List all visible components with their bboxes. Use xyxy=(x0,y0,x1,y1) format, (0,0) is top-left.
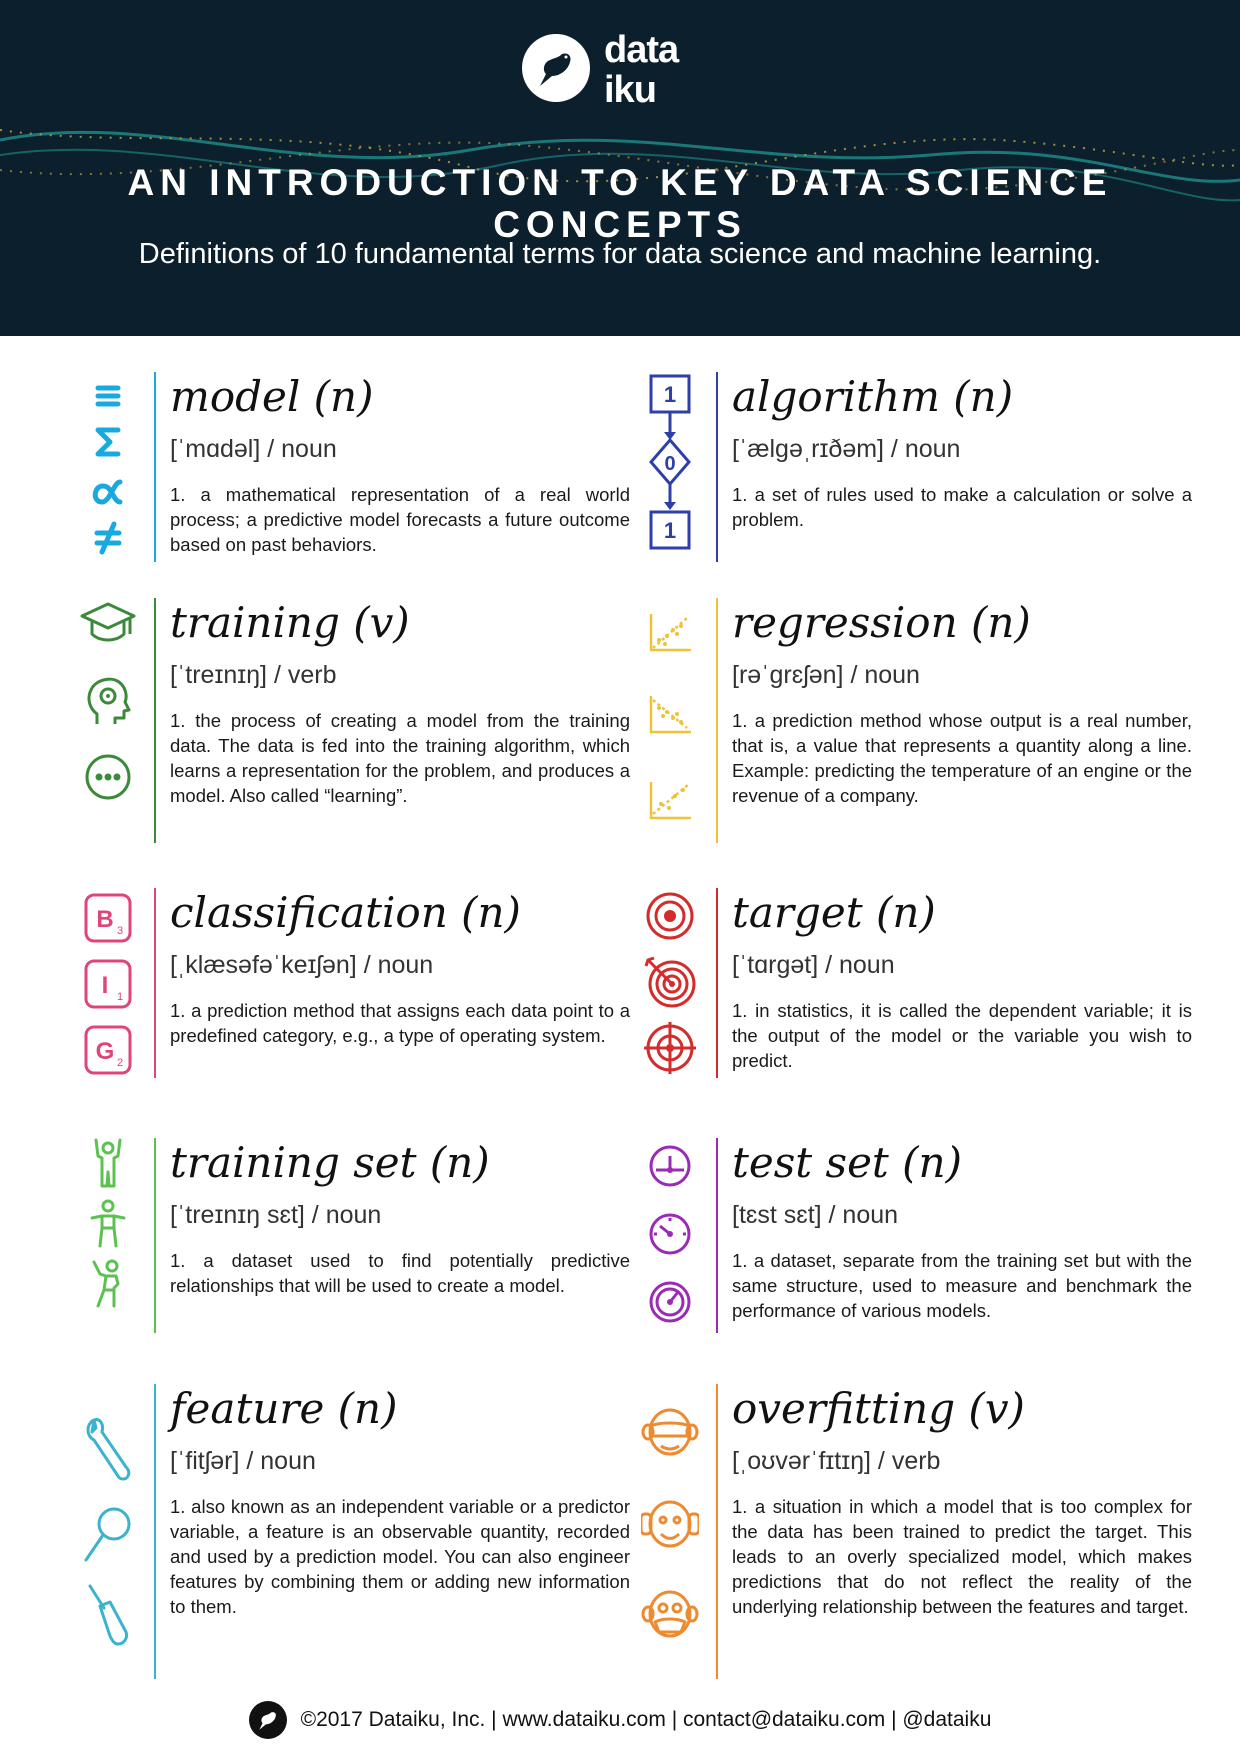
flowchart-icon xyxy=(632,372,708,552)
training-set-pronunciation: [ˈtreɪnɪŋ sɛt] / noun xyxy=(170,1201,382,1229)
test-set-term: test set (n) xyxy=(732,1138,962,1187)
gauge-mid-icon xyxy=(632,1210,708,1258)
test-set-content xyxy=(732,1138,1192,1323)
footer-bird-logo-icon xyxy=(249,1701,287,1739)
letter-tile-i-icon xyxy=(70,958,146,1010)
model-content xyxy=(170,372,630,557)
gauge-high-icon xyxy=(632,1278,708,1326)
scatter-plot-up-icon xyxy=(632,610,708,656)
figure-standing-icon xyxy=(70,1198,146,1250)
crosshair-icon xyxy=(632,1020,708,1076)
overfitting-term: overfitting (v) xyxy=(732,1384,1025,1433)
flow-label-1: 1 xyxy=(663,382,677,407)
speak-no-evil-monkey-icon xyxy=(632,1586,708,1642)
entry-model xyxy=(70,372,630,562)
magnifying-glass-icon xyxy=(70,1504,146,1568)
svg-text:3: 3 xyxy=(116,925,124,937)
alpha-icon xyxy=(70,472,146,512)
training-term: training (v) xyxy=(170,598,410,647)
training-set-definition: 1. a dataset used to find potentially predictive relationships that will be used to create a model. xyxy=(170,1250,630,1296)
training-definition: 1. the process of creating a model from the training data. The data is fed into the training algorithm, which learns a representation for the problem, and produces a model. Also called “learning”. xyxy=(170,710,630,806)
test-set-divider xyxy=(716,1138,718,1333)
page-subtitle: Definitions of 10 fundamental terms for data science and machine learning. xyxy=(138,238,1102,270)
graduation-cap-icon xyxy=(70,598,146,648)
equals-icon xyxy=(70,376,146,416)
algorithm-term: algorithm (n) xyxy=(732,372,1014,421)
figure-lifting-icon xyxy=(70,1258,146,1310)
target-pronunciation: [ˈtɑrgət] / noun xyxy=(732,951,895,979)
training-content xyxy=(170,598,630,808)
sigma-icon xyxy=(70,422,146,462)
regression-pronunciation: [rəˈgrɛʃən] / noun xyxy=(732,661,920,689)
svg-text:B: B xyxy=(96,906,114,933)
overfitting-divider xyxy=(716,1384,718,1679)
see-no-evil-monkey-icon xyxy=(632,1404,708,1460)
regression-content xyxy=(732,598,1192,808)
overfitting-content xyxy=(732,1384,1192,1619)
model-definition: 1. a mathematical representation of a real world process; a predictive model forecasts a future outcome based on past behaviors. xyxy=(170,484,630,555)
entry-target xyxy=(632,888,1192,1078)
test-set-definition: 1. a dataset, separate from the training set but with the same structure, used to measure and benchmark the performance of various models. xyxy=(732,1250,1192,1321)
footer-text: ©2017 Dataiku, Inc. | www.dataiku.com | contact@dataiku.com | @dataiku xyxy=(300,1708,992,1731)
svg-text:1: 1 xyxy=(116,991,124,1003)
svg-text:2: 2 xyxy=(116,1057,124,1069)
target-divider xyxy=(716,888,718,1078)
flow-label-2: 0 xyxy=(664,453,676,475)
dataiku-logo xyxy=(522,29,682,112)
flow-label-3: 1 xyxy=(663,518,677,543)
wrench-icon xyxy=(70,1414,146,1484)
feature-divider xyxy=(154,1384,156,1679)
algorithm-content xyxy=(732,372,1192,532)
not-equal-icon xyxy=(70,518,146,558)
regression-definition: 1. a prediction method whose output is a real number, that is, a value that represents a quantity along a line. Example: predicting the temperature of an engine or the revenue of a company. xyxy=(732,710,1192,806)
algorithm-definition: 1. a set of rules used to make a calculation or solve a problem. xyxy=(732,484,1192,530)
entry-test-set xyxy=(632,1138,1192,1333)
classification-definition: 1. a prediction method that assigns each data point to a predefined category, e.g., a type of operating system. xyxy=(170,1000,630,1046)
classification-term: classification (n) xyxy=(170,888,521,937)
entry-classification xyxy=(70,888,630,1078)
head-gear-icon xyxy=(70,674,146,728)
model-divider xyxy=(154,372,156,562)
algorithm-pronunciation: [ˈælgəˌrɪðəm] / noun xyxy=(732,435,961,463)
entry-overfitting xyxy=(632,1384,1192,1679)
regression-term: regression (n) xyxy=(732,598,1031,647)
screwdriver-icon xyxy=(70,1580,146,1652)
classification-content xyxy=(170,888,630,1048)
bird-logo-icon xyxy=(522,34,590,102)
entry-regression xyxy=(632,598,1192,843)
classification-divider xyxy=(154,888,156,1078)
entry-algorithm xyxy=(632,372,1192,562)
training-set-term: training set (n) xyxy=(170,1138,490,1187)
scatter-plot-down-icon xyxy=(632,692,708,738)
overfitting-pronunciation: [ˌoʊvərˈfɪtɪŋ] / verb xyxy=(732,1447,941,1475)
letter-tile-b-icon xyxy=(70,892,146,944)
feature-pronunciation: [ˈfitʃər] / noun xyxy=(170,1447,316,1475)
entry-feature xyxy=(70,1384,630,1679)
target-arrow-icon xyxy=(632,954,708,1010)
feature-term: feature (n) xyxy=(170,1384,398,1433)
footer xyxy=(0,1700,1240,1740)
test-set-pronunciation: [tɛst sɛt] / noun xyxy=(732,1201,899,1229)
model-term: model (n) xyxy=(170,372,374,421)
svg-text:I: I xyxy=(101,972,109,999)
header-banner xyxy=(0,0,1240,336)
training-set-divider xyxy=(154,1138,156,1333)
logo-line-1: data xyxy=(604,29,679,71)
regression-divider xyxy=(716,598,718,843)
feature-content xyxy=(170,1384,630,1619)
logo-wordmark xyxy=(604,30,678,110)
more-dots-icon xyxy=(70,752,146,802)
model-pronunciation: [ˈmɑdəl] / noun xyxy=(170,435,337,463)
training-divider xyxy=(154,598,156,843)
logo-line-2: iku xyxy=(604,69,656,111)
hear-no-evil-monkey-icon xyxy=(632,1496,708,1552)
target-definition: 1. in statistics, it is called the dependent variable; it is the output of the model or the variable you wish to predict. xyxy=(732,1000,1192,1071)
target-content xyxy=(732,888,1192,1073)
page-title: AN INTRODUCTION TO KEY DATA SCIENCE CONCEPTS xyxy=(127,162,1113,245)
gauge-low-icon xyxy=(632,1142,708,1190)
bullseye-icon xyxy=(632,890,708,942)
training-set-content xyxy=(170,1138,630,1298)
overfitting-definition: 1. a situation in which a model that is too complex for the data has been trained to predict the target. This leads to an overly specialized model, which makes predictions that do not reflect the reality of the underlying relationship between the features and target. xyxy=(732,1496,1192,1617)
target-term: target (n) xyxy=(732,888,936,937)
algorithm-divider xyxy=(716,372,718,562)
scatter-plot-trend-icon xyxy=(632,778,708,824)
entry-training xyxy=(70,598,630,843)
classification-pronunciation: [ˌklæsəfəˈkeɪʃən] / noun xyxy=(170,951,434,979)
svg-text:G: G xyxy=(95,1038,115,1065)
entry-training-set xyxy=(70,1138,630,1333)
feature-definition: 1. also known as an independent variable or a predictor variable, a feature is an observable quantity, recorded and used by a prediction model. You can also engineer features by combining them or adding new information to them. xyxy=(170,1496,630,1617)
training-pronunciation: [ˈtreɪnɪŋ] / verb xyxy=(170,661,337,689)
figure-arms-up-icon xyxy=(70,1138,146,1190)
letter-tile-g-icon xyxy=(70,1024,146,1076)
